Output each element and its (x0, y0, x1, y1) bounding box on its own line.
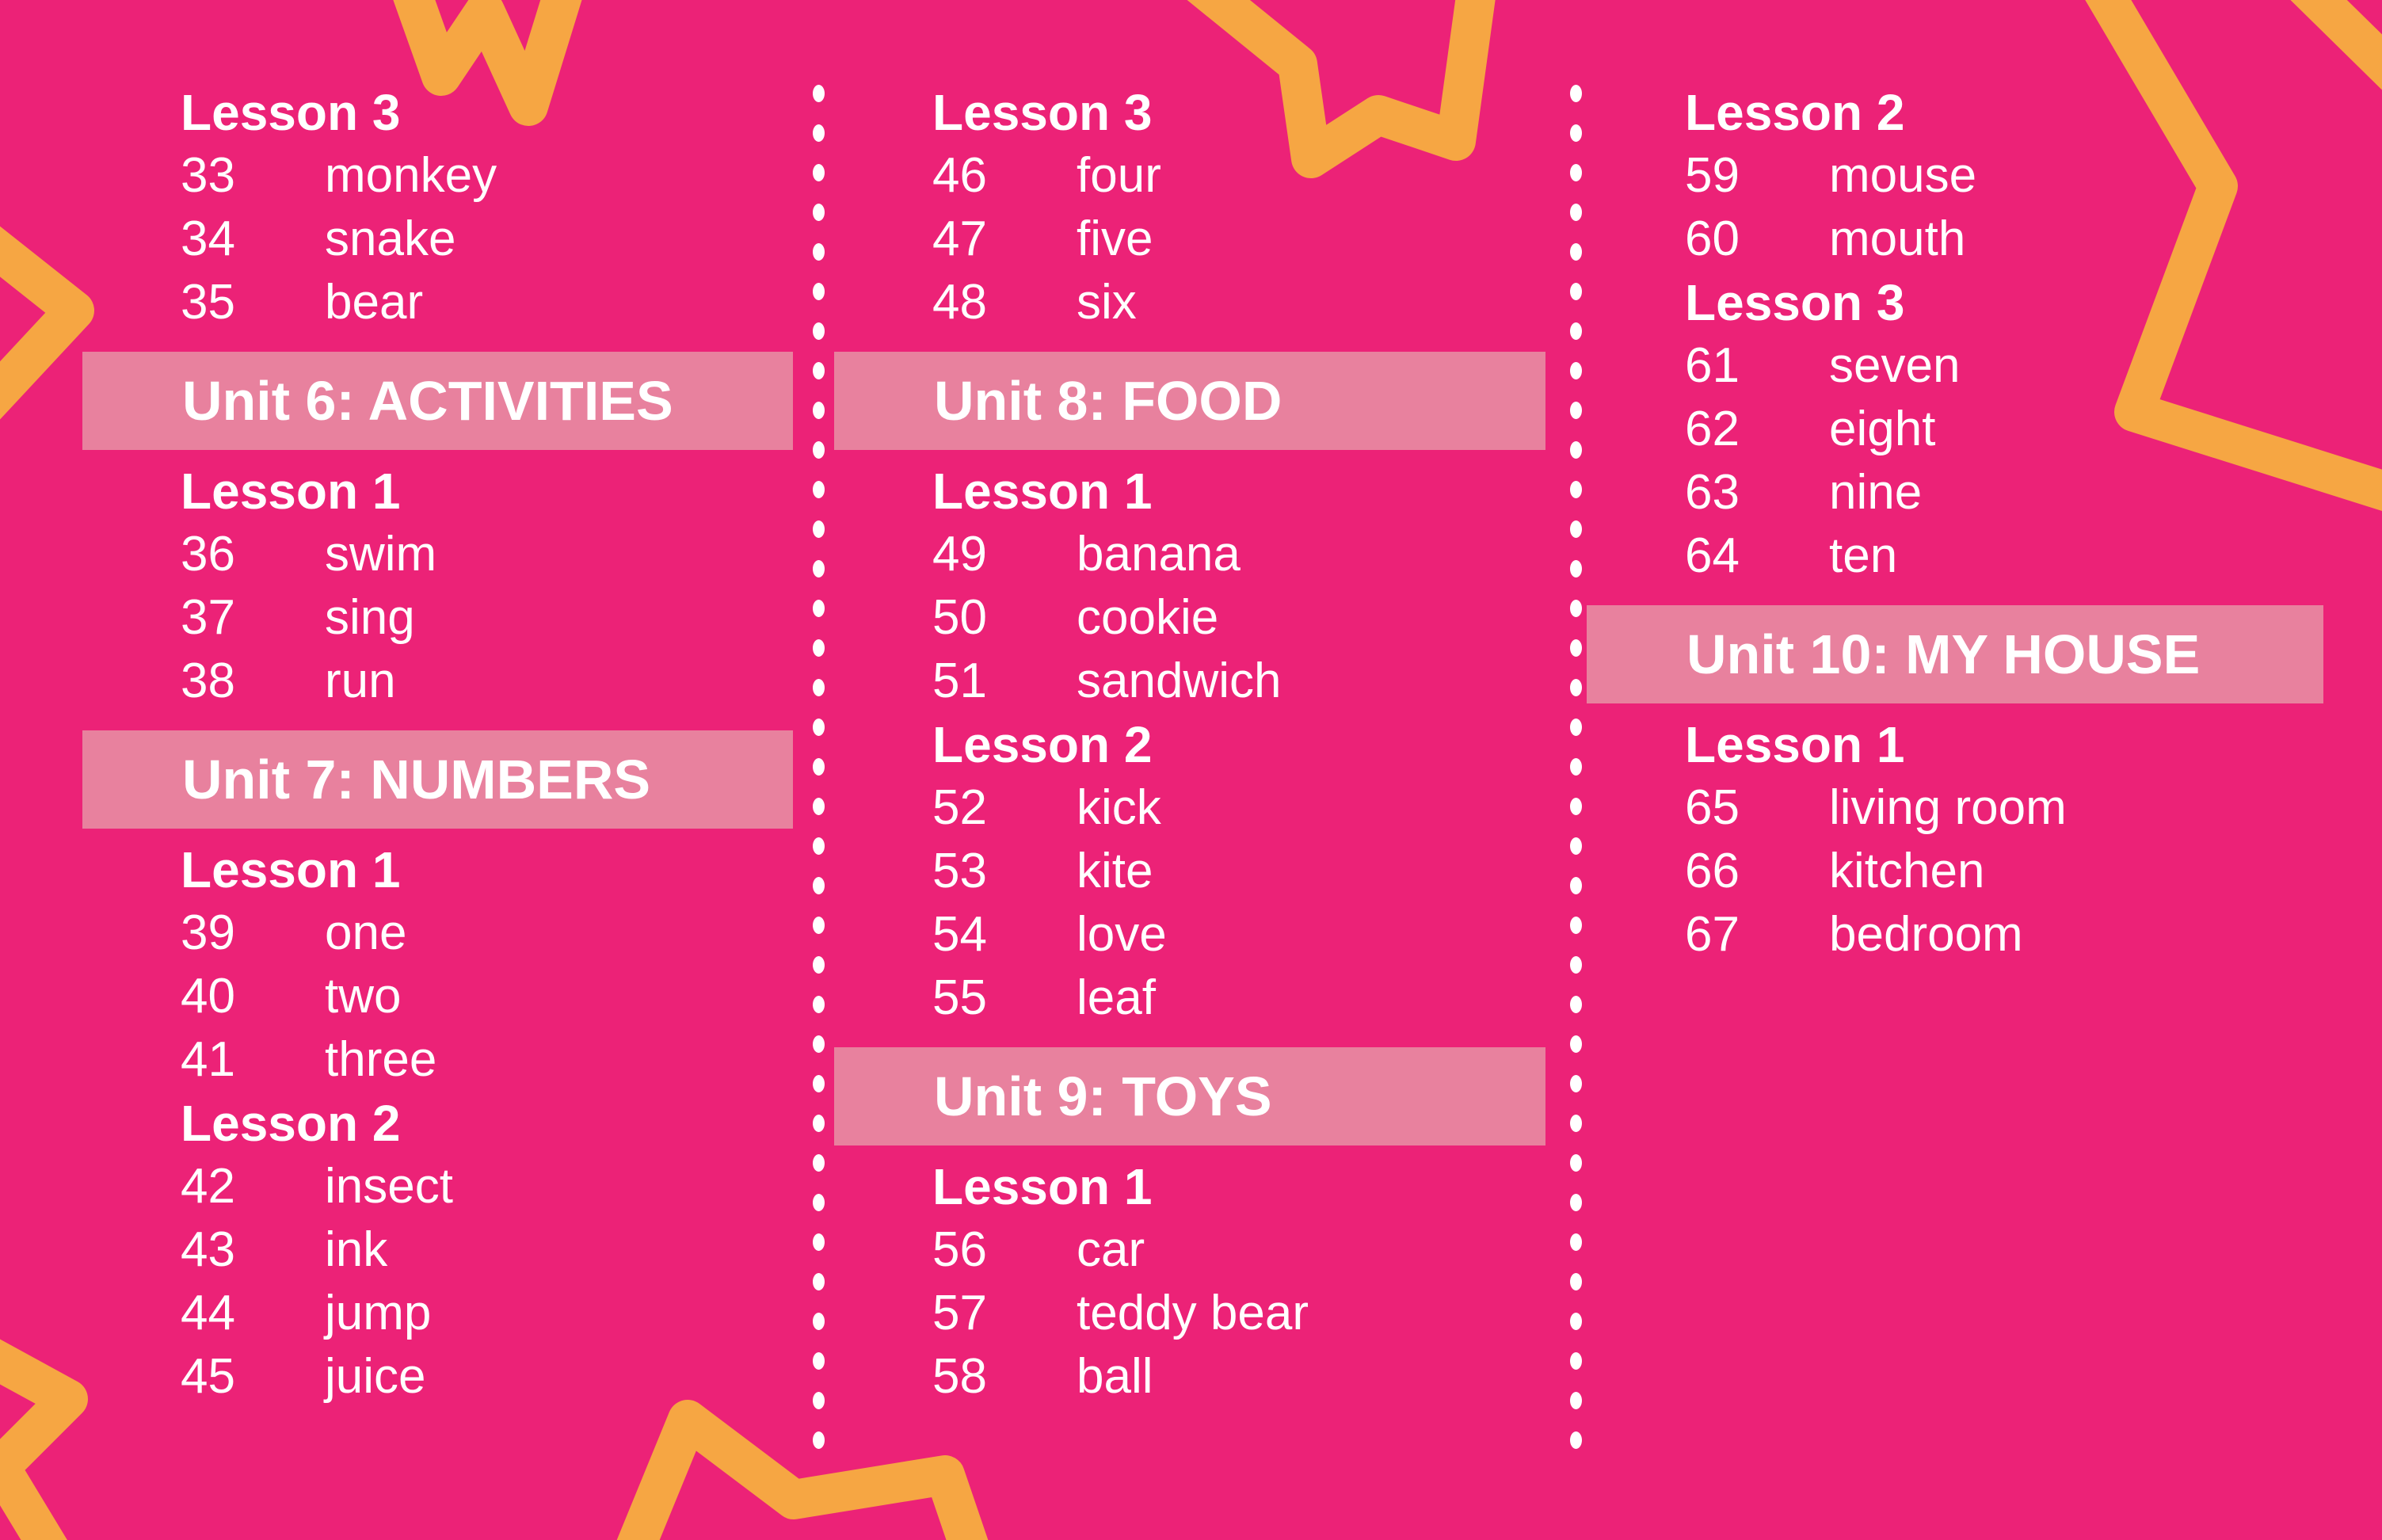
vocab-word: monkey (325, 148, 497, 203)
dot-icon (1570, 1313, 1582, 1330)
dot-icon (1570, 758, 1582, 776)
dot-icon (1570, 124, 1582, 142)
dot-icon (813, 719, 825, 736)
dot-icon (813, 1194, 825, 1211)
vocab-row (834, 903, 1545, 966)
vocab-row (82, 902, 793, 965)
unit-header: Unit 9: TOYS (834, 1047, 1545, 1145)
vocab-number: 58 (932, 1349, 987, 1404)
dot-icon (1570, 600, 1582, 617)
dot-icon (813, 758, 825, 776)
column-1-content (82, 81, 793, 1408)
column-3 (1587, 0, 2323, 966)
vocab-number: 61 (1685, 338, 1740, 393)
dot-icon (1570, 1233, 1582, 1251)
dot-icon (813, 1273, 825, 1290)
vocab-word: juice (325, 1349, 426, 1404)
vocab-row (82, 586, 793, 650)
vocab-number: 35 (181, 275, 235, 330)
dot-icon (1570, 204, 1582, 221)
vocab-row (834, 776, 1545, 840)
dot-icon (1570, 1392, 1582, 1409)
vocab-word: four (1077, 148, 1161, 203)
dot-icon (1570, 679, 1582, 696)
dot-icon (1570, 322, 1582, 340)
dot-icon (813, 1233, 825, 1251)
vocab-number: 44 (181, 1286, 235, 1340)
vocab-row (834, 523, 1545, 586)
vocab-row (834, 1345, 1545, 1408)
dot-icon (813, 996, 825, 1013)
dot-icon (813, 877, 825, 894)
vocab-number: 67 (1685, 907, 1740, 962)
vocab-word: five (1077, 212, 1153, 266)
vocab-word: six (1077, 275, 1137, 330)
dot-icon (1570, 1431, 1582, 1449)
vocab-row (82, 208, 793, 271)
lesson-heading: Lesson 2 (181, 1095, 401, 1152)
vocab-word: sing (325, 590, 415, 645)
lesson-heading: Lesson 1 (932, 463, 1153, 520)
vocab-number: 60 (1685, 212, 1740, 266)
vocab-number: 56 (932, 1222, 987, 1277)
vocab-row (834, 840, 1545, 903)
vocab-word: run (325, 654, 396, 708)
vocab-row (834, 650, 1545, 713)
vocab-row (1587, 461, 2323, 524)
dot-icon (813, 1154, 825, 1172)
vocab-number: 66 (1685, 844, 1740, 898)
vocab-word: one (325, 905, 407, 960)
vocab-word: three (325, 1032, 437, 1087)
vocab-word: car (1077, 1222, 1145, 1277)
dot-icon (1570, 917, 1582, 934)
vocab-number: 34 (181, 212, 235, 266)
dot-icon (813, 481, 825, 498)
vocab-word: kick (1077, 780, 1161, 835)
vocab-word: swim (325, 527, 437, 581)
vocab-word: cookie (1077, 590, 1219, 645)
dot-icon (1570, 402, 1582, 419)
vocab-row (82, 271, 793, 334)
vocab-row (82, 144, 793, 208)
vocab-row (834, 144, 1545, 208)
dot-icon (813, 837, 825, 855)
vocab-word: mouth (1829, 212, 1966, 266)
dot-icon (813, 1075, 825, 1092)
vocab-word: living room (1829, 780, 2067, 835)
vocab-number: 38 (181, 654, 235, 708)
dot-icon (1570, 1194, 1582, 1211)
vocab-row (834, 1282, 1545, 1345)
vocab-number: 50 (932, 590, 987, 645)
unit-header: Unit 8: FOOD (834, 352, 1545, 450)
dot-icon (1570, 481, 1582, 498)
dot-icon (813, 243, 825, 261)
lesson-heading: Lesson 1 (932, 1158, 1153, 1215)
vocab-row (1587, 334, 2323, 398)
vocab-row (834, 966, 1545, 1030)
vocab-number: 43 (181, 1222, 235, 1277)
vocab-row (82, 523, 793, 586)
dot-icon (1570, 1075, 1582, 1092)
lesson-heading: Lesson 1 (181, 841, 401, 898)
vocab-row (82, 650, 793, 713)
unit-header: Unit 7: NUMBERS (82, 730, 793, 829)
dotted-divider-2 (1570, 85, 1582, 1449)
dot-icon (813, 1313, 825, 1330)
lesson-heading: Lesson 3 (932, 84, 1153, 141)
vocab-row (82, 1218, 793, 1282)
dot-icon (813, 204, 825, 221)
vocab-number: 52 (932, 780, 987, 835)
lesson-heading: Lesson 2 (932, 716, 1153, 773)
vocab-row (1587, 524, 2323, 588)
dot-icon (1570, 362, 1582, 379)
vocab-word: snake (325, 212, 456, 266)
dot-icon (1570, 243, 1582, 261)
dot-icon (813, 1392, 825, 1409)
dot-icon (1570, 441, 1582, 459)
vocab-word: love (1077, 907, 1167, 962)
vocab-number: 53 (932, 844, 987, 898)
vocab-word: eight (1829, 402, 1936, 456)
dot-icon (813, 402, 825, 419)
vocab-row (1587, 840, 2323, 903)
dot-icon (1570, 877, 1582, 894)
vocab-number: 46 (932, 148, 987, 203)
dot-icon (813, 520, 825, 538)
vocab-word: banana (1077, 527, 1241, 581)
vocab-number: 41 (181, 1032, 235, 1087)
vocab-row (834, 1218, 1545, 1282)
vocab-number: 48 (932, 275, 987, 330)
column-2-content (834, 81, 1545, 1408)
vocab-row (834, 208, 1545, 271)
vocab-word: jump (325, 1286, 432, 1340)
vocab-word: bear (325, 275, 424, 330)
vocab-word: ball (1077, 1349, 1153, 1404)
column-1 (82, 0, 793, 1408)
vocab-row (82, 1028, 793, 1092)
dot-icon (1570, 1035, 1582, 1053)
vocab-row (834, 271, 1545, 334)
dot-icon (1570, 996, 1582, 1013)
vocab-number: 36 (181, 527, 235, 581)
dot-icon (813, 85, 825, 102)
dot-icon (1570, 1352, 1582, 1370)
column-2 (834, 0, 1545, 1408)
dot-icon (813, 322, 825, 340)
unit-header: Unit 10: MY HOUSE (1587, 605, 2323, 703)
vocab-number: 47 (932, 212, 987, 266)
vocab-word: teddy bear (1077, 1286, 1309, 1340)
star-outline-icon (0, 1334, 73, 1540)
vocab-row (1587, 398, 2323, 461)
dot-icon (1570, 956, 1582, 974)
vocab-row (1587, 144, 2323, 208)
vocab-word: ten (1829, 528, 1898, 583)
dot-icon (813, 798, 825, 815)
vocab-number: 42 (181, 1159, 235, 1214)
dot-icon (1570, 719, 1582, 736)
vocab-row (82, 1345, 793, 1408)
vocab-word: two (325, 969, 402, 1023)
vocab-word: insect (325, 1159, 453, 1214)
vocab-number: 55 (932, 970, 987, 1025)
unit-header: Unit 6: ACTIVITIES (82, 352, 793, 450)
vocab-number: 57 (932, 1286, 987, 1340)
lesson-heading: Lesson 1 (181, 463, 401, 520)
vocab-number: 39 (181, 905, 235, 960)
dot-icon (813, 917, 825, 934)
dot-icon (1570, 639, 1582, 657)
vocab-word: nine (1829, 465, 1923, 520)
vocab-word: sandwich (1077, 654, 1282, 708)
vocab-number: 37 (181, 590, 235, 645)
dot-icon (1570, 85, 1582, 102)
dot-icon (1570, 283, 1582, 300)
column-3-content (1587, 81, 2323, 966)
dot-icon (813, 1431, 825, 1449)
vocab-number: 62 (1685, 402, 1740, 456)
vocab-number: 45 (181, 1349, 235, 1404)
star-outline-icon (623, 1420, 982, 1540)
dot-icon (813, 679, 825, 696)
vocab-row (1587, 903, 2323, 966)
vocab-number: 63 (1685, 465, 1740, 520)
vocab-word: mouse (1829, 148, 1977, 203)
dot-icon (1570, 164, 1582, 181)
vocab-word: kitchen (1829, 844, 1985, 898)
dot-icon (1570, 520, 1582, 538)
dot-icon (1570, 837, 1582, 855)
lesson-heading: Lesson 3 (181, 84, 401, 141)
dot-icon (813, 1352, 825, 1370)
dot-icon (813, 560, 825, 578)
vocab-row (82, 965, 793, 1028)
lesson-heading: Lesson 1 (1685, 716, 1905, 773)
vocab-number: 51 (932, 654, 987, 708)
vocab-number: 33 (181, 148, 235, 203)
vocab-number: 49 (932, 527, 987, 581)
vocab-number: 64 (1685, 528, 1740, 583)
vocab-row (1587, 208, 2323, 271)
vocab-word: ink (325, 1222, 388, 1277)
vocab-row (834, 586, 1545, 650)
vocab-word: kite (1077, 844, 1153, 898)
dot-icon (813, 441, 825, 459)
dot-icon (813, 164, 825, 181)
vocab-number: 54 (932, 907, 987, 962)
dot-icon (1570, 798, 1582, 815)
vocab-word: bedroom (1829, 907, 2023, 962)
vocab-row (1587, 776, 2323, 840)
vocab-number: 40 (181, 969, 235, 1023)
dot-icon (813, 124, 825, 142)
dot-icon (813, 639, 825, 657)
vocab-word: seven (1829, 338, 1961, 393)
dotted-divider-1 (813, 85, 825, 1449)
dot-icon (813, 1115, 825, 1132)
dot-icon (813, 600, 825, 617)
vocab-row (82, 1282, 793, 1345)
dot-icon (813, 283, 825, 300)
star-outline-icon (0, 208, 74, 450)
vocab-word: leaf (1077, 970, 1156, 1025)
lesson-heading: Lesson 2 (1685, 84, 1905, 141)
dot-icon (1570, 1154, 1582, 1172)
dot-icon (1570, 560, 1582, 578)
dot-icon (813, 1035, 825, 1053)
vocab-number: 65 (1685, 780, 1740, 835)
lesson-heading: Lesson 3 (1685, 274, 1905, 331)
dot-icon (813, 362, 825, 379)
dot-icon (1570, 1273, 1582, 1290)
dot-icon (813, 956, 825, 974)
dot-icon (1570, 1115, 1582, 1132)
vocab-number: 59 (1685, 148, 1740, 203)
vocab-row (82, 1155, 793, 1218)
